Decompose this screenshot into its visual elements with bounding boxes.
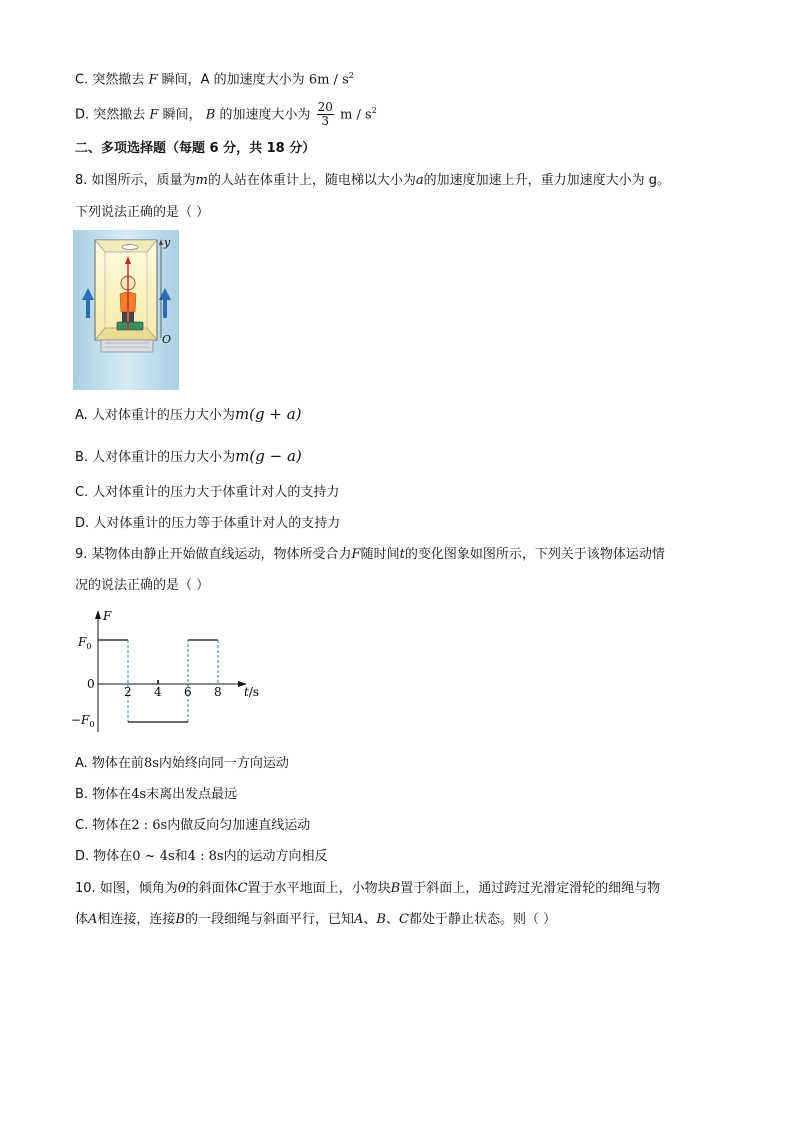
- tick-6: 6: [184, 685, 192, 699]
- q9-stem-line1: 9. 某物体由静止开始做直线运动，物体所受合力F随时间t的变化图象如图所示，下列关于该物体运动情: [75, 547, 665, 562]
- q9-option-c: C. 物体在2 : 6s内做反向匀加速直线运动: [75, 818, 311, 833]
- y-label: F: [103, 609, 112, 623]
- tick-4: 4: [154, 685, 162, 699]
- q7-option-d: D. 突然撤去 F 瞬间， B 的加速度大小为 $\frac{20}{3}$ m / $s^2$: [75, 100, 377, 129]
- q8-stem-line1: 8. 如图所示，质量为m的人站在体重计上，随电梯以大小为a的加速度加速上升，重力加速度大小为 g。: [75, 173, 671, 188]
- q9-option-b: B. 物体在4s末离出发点最远: [75, 787, 238, 802]
- q7-option-c: C. 突然撤去 F 瞬间，A 的加速度大小为 $6m / s^2$: [75, 71, 354, 88]
- fraction: $\frac{20}{3}$: [317, 100, 333, 129]
- q8-stem-line2: 下列说法正确的是（ ）: [75, 205, 210, 220]
- tick-8: 8: [214, 685, 222, 699]
- force-time-graph: [70, 608, 270, 736]
- var-f: F: [148, 72, 158, 88]
- formula: m(g − a): [235, 447, 302, 465]
- elevator-figure: [73, 230, 179, 390]
- q8-option-b: B. 人对体重计的压力大小为m(g − a): [75, 447, 302, 465]
- q10-stem-line2: 体A相连接，连接B的一段细绳与斜面平行，已知A、B、C都处于静止状态。则（ ）: [75, 912, 557, 927]
- f0-label: $F_0$: [78, 635, 92, 651]
- q8-option-d: D. 人对体重计的压力等于体重计对人的支持力: [75, 516, 341, 531]
- origin-label: 0: [87, 677, 95, 691]
- tick-2: 2: [124, 685, 132, 699]
- q8-option-a: A. 人对体重计的压力大小为m(g + a): [75, 405, 302, 423]
- q8-option-c: C. 人对体重计的压力大于体重计对人的支持力: [75, 485, 340, 500]
- q9-option-a: A. 物体在前8s内始终向同一方向运动: [75, 756, 289, 771]
- y-axis-label: y: [164, 236, 171, 249]
- formula: m(g + a): [234, 405, 302, 423]
- accel-value: 6m / s: [308, 72, 349, 88]
- q9-option-d: D. 物体在0 ~ 4s和4 : 8s内的运动方向相反: [75, 849, 328, 864]
- neg-f0-label: $-F_0$: [71, 713, 95, 729]
- origin-label: O: [162, 333, 172, 346]
- scale-icon: [117, 322, 143, 330]
- x-label: t/s: [244, 685, 260, 699]
- section-heading: 二、多项选择题（每题 6 分，共 18 分）: [75, 141, 316, 156]
- q9-stem-line2: 况的说法正确的是（ ）: [75, 578, 210, 593]
- q10-stem-line1: 10. 如图，倾角为θ的斜面体C置于水平地面上，小物块B置于斜面上，通过跨过光滑定滑轮的细绳与物: [75, 881, 661, 896]
